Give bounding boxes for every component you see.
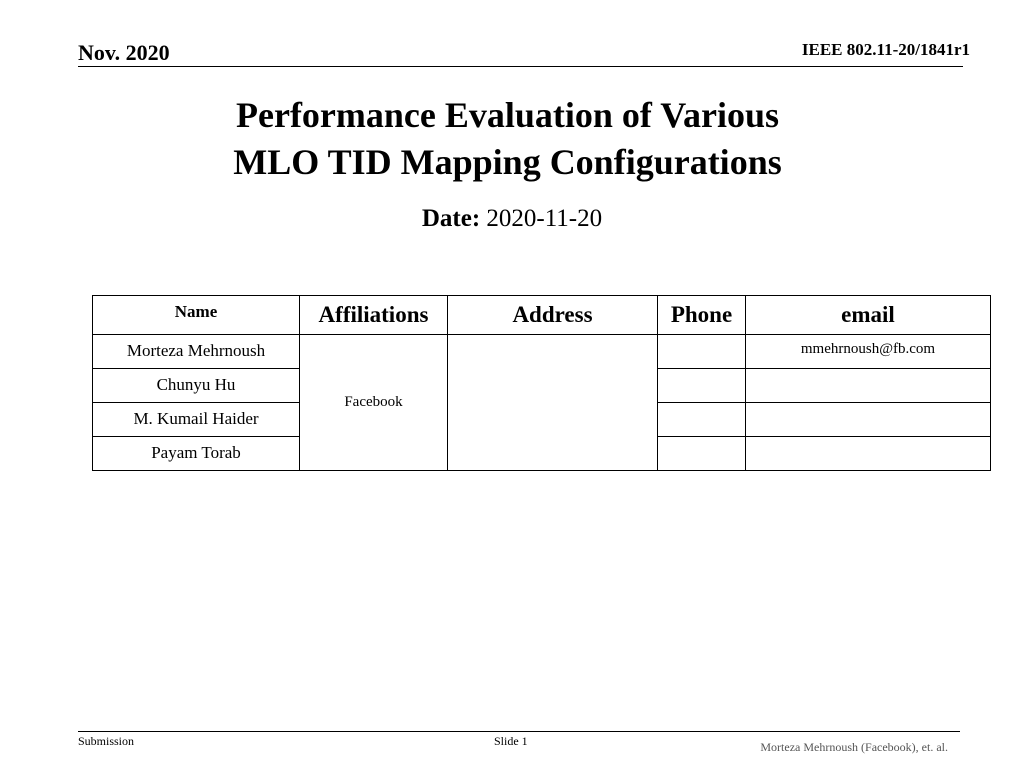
footer-submission: Submission [78,734,135,748]
column-header-address: Address [448,296,658,335]
footer-divider [78,731,960,732]
slide-title [0,92,1015,186]
slide-title-line-2: MLO TID Mapping Configurations [233,142,782,182]
author-phone [658,437,746,471]
author-name: Payam Torab [93,437,300,471]
column-header-affiliations: Affiliations [300,296,448,335]
column-header-name: Name [93,296,300,335]
table-header-row [93,296,991,335]
author-name: Morteza Mehrnoush [93,335,300,369]
date-value: 2020-11-20 [486,205,603,232]
authors-table [92,295,991,471]
author-affiliation: Facebook [300,335,448,471]
author-email [746,437,991,471]
author-email [746,403,991,437]
header-date: Nov. 2020 [78,40,170,65]
table-row [93,335,991,369]
date-label: Date: [421,205,481,232]
footer-author: Morteza Mehrnoush (Facebook), et. al. [760,740,948,754]
author-name: M. Kumail Haider [93,403,300,437]
author-phone [658,335,746,369]
author-email [746,369,991,403]
column-header-email: email [746,296,991,335]
author-name: Chunyu Hu [93,369,300,403]
header-document-id: IEEE 802.11-20/1841r1 [801,40,970,59]
author-phone [658,369,746,403]
slide-title-line-1: Performance Evaluation of Various [236,95,779,135]
footer-slide-number: Slide 1 [494,734,528,748]
date-line [0,205,1024,233]
header-divider [78,66,963,67]
column-header-phone: Phone [658,296,746,335]
author-phone [658,403,746,437]
author-email: mmehrnoush@fb.com [746,335,991,369]
author-address [448,335,658,471]
